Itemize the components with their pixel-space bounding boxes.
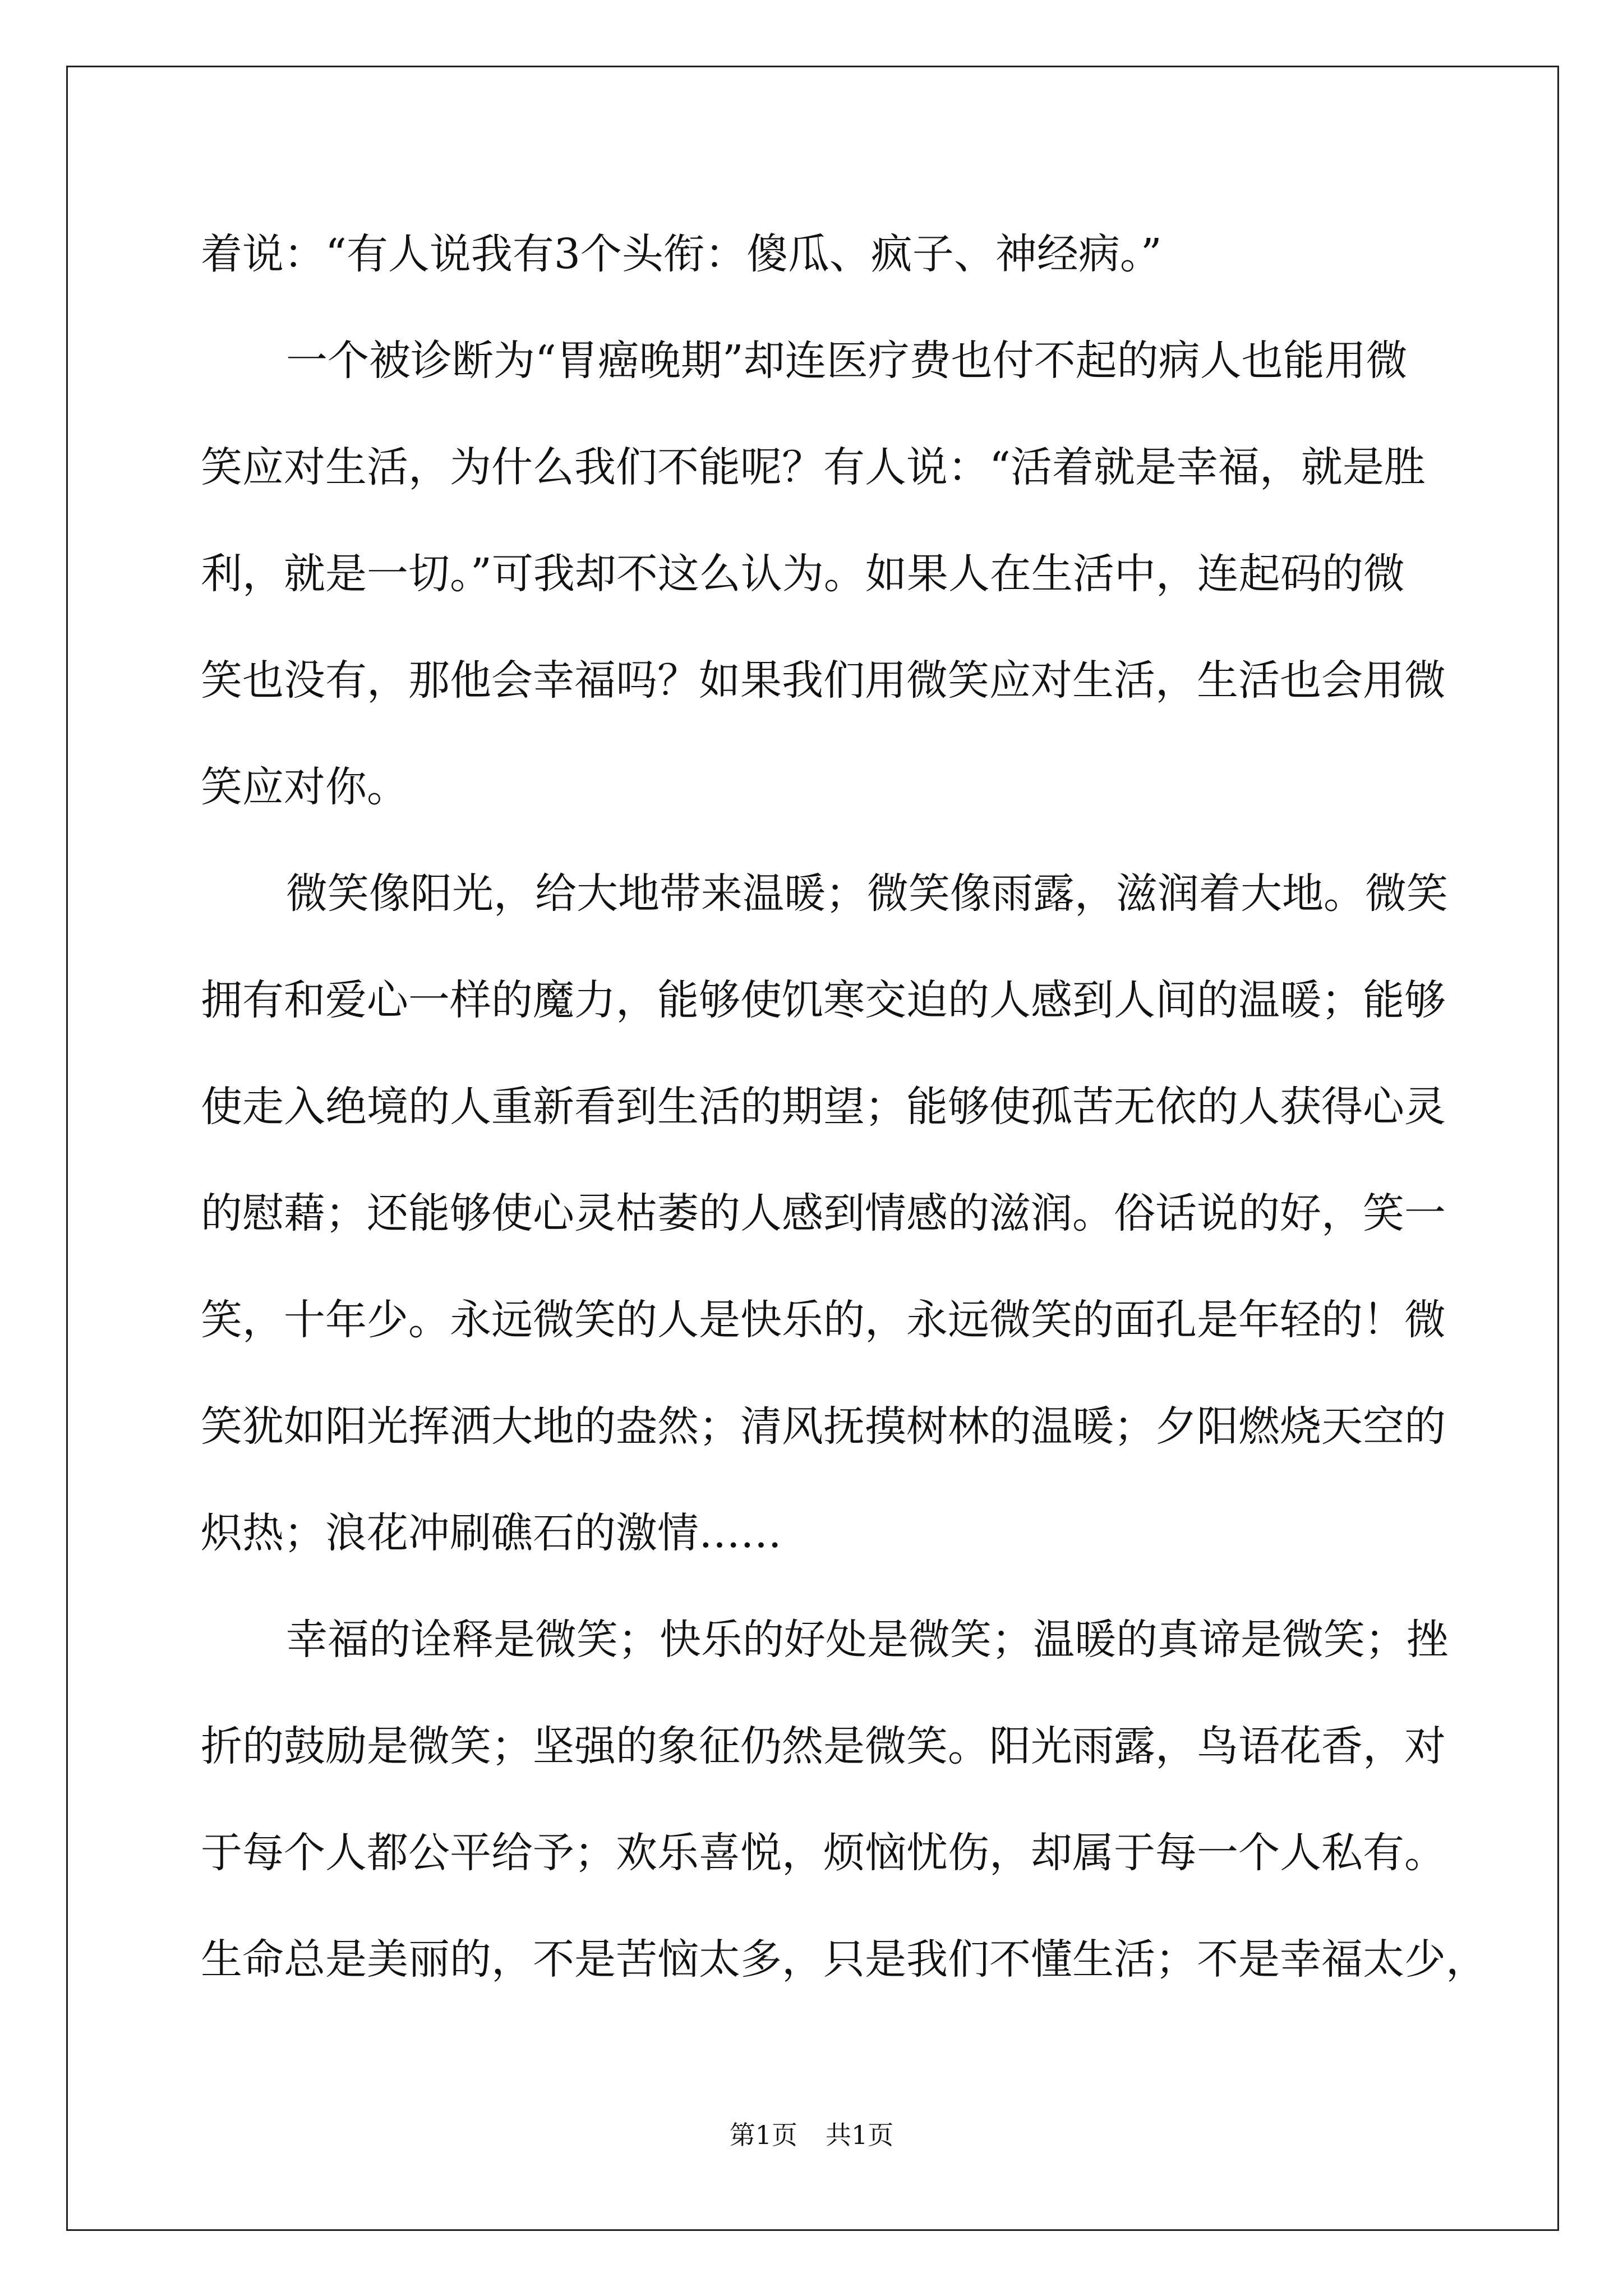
text-line-10: 的慰藉；还能够使心灵枯萎的人感到情感的滋润。俗话说的好，笑一: [201, 1189, 1446, 1237]
text-line-3: 笑应对生活，为什么我们不能呢？有人说：“活着就是幸福，就是胜: [201, 443, 1426, 491]
text-line-7: 微笑像阳光，给大地带来温暖；微笑像雨露，滋润着大地。微笑: [286, 869, 1448, 918]
page-footer: [0, 2118, 1623, 2152]
text-line-1: 着说：“有人说我有3个头衔：傻瓜、疯子、神经病。”: [201, 230, 1162, 278]
text-line-4: 利，就是一切。”可我却不这么认为。如果人在生活中，连起码的微: [201, 550, 1405, 598]
text-line-17: 生命总是美丽的，不是苦恼太多，只是我们不懂生活；不是幸福太少，: [201, 1935, 1487, 1984]
text-line-8: 拥有和爱心一样的魔力，能够使饥寒交迫的人感到人间的温暖；能够: [201, 976, 1446, 1024]
text-line-12: 笑犹如阳光挥洒大地的盎然；清风抚摸树林的温暖；夕阳燃烧天空的: [201, 1402, 1446, 1451]
text-line-11: 笑，十年少。永远微笑的人是快乐的，永远微笑的面孔是年轻的！微: [201, 1296, 1446, 1344]
text-line-9: 使走入绝境的人重新看到生活的期望；能够使孤苦无依的人获得心灵: [201, 1083, 1446, 1131]
text-line-6: 笑应对你。: [201, 763, 408, 811]
text-line-14: 幸福的诠释是微笑；快乐的好处是微笑；温暖的真谛是微笑；挫: [286, 1616, 1448, 1664]
page-total: 共1页: [826, 2120, 894, 2150]
text-line-5: 笑也没有，那他会幸福吗？如果我们用微笑应对生活，生活也会用微: [201, 656, 1446, 705]
page-number: 第1页: [729, 2120, 797, 2150]
document-body: [201, 201, 1487, 2013]
text-line-16: 于每个人都公平给予；欢乐喜悦，烦恼忧伤，却属于每一个人私有。: [201, 1829, 1446, 1877]
text-line-13: 炽热；浪花冲刷礁石的激情……: [201, 1509, 782, 1557]
text-line-2: 一个被诊断为“胃癌晚期”却连医疗费也付不起的病人也能用微: [286, 337, 1408, 385]
text-line-15: 折的鼓励是微笑；坚强的象征仍然是微笑。阳光雨露，鸟语花香，对: [201, 1722, 1446, 1770]
